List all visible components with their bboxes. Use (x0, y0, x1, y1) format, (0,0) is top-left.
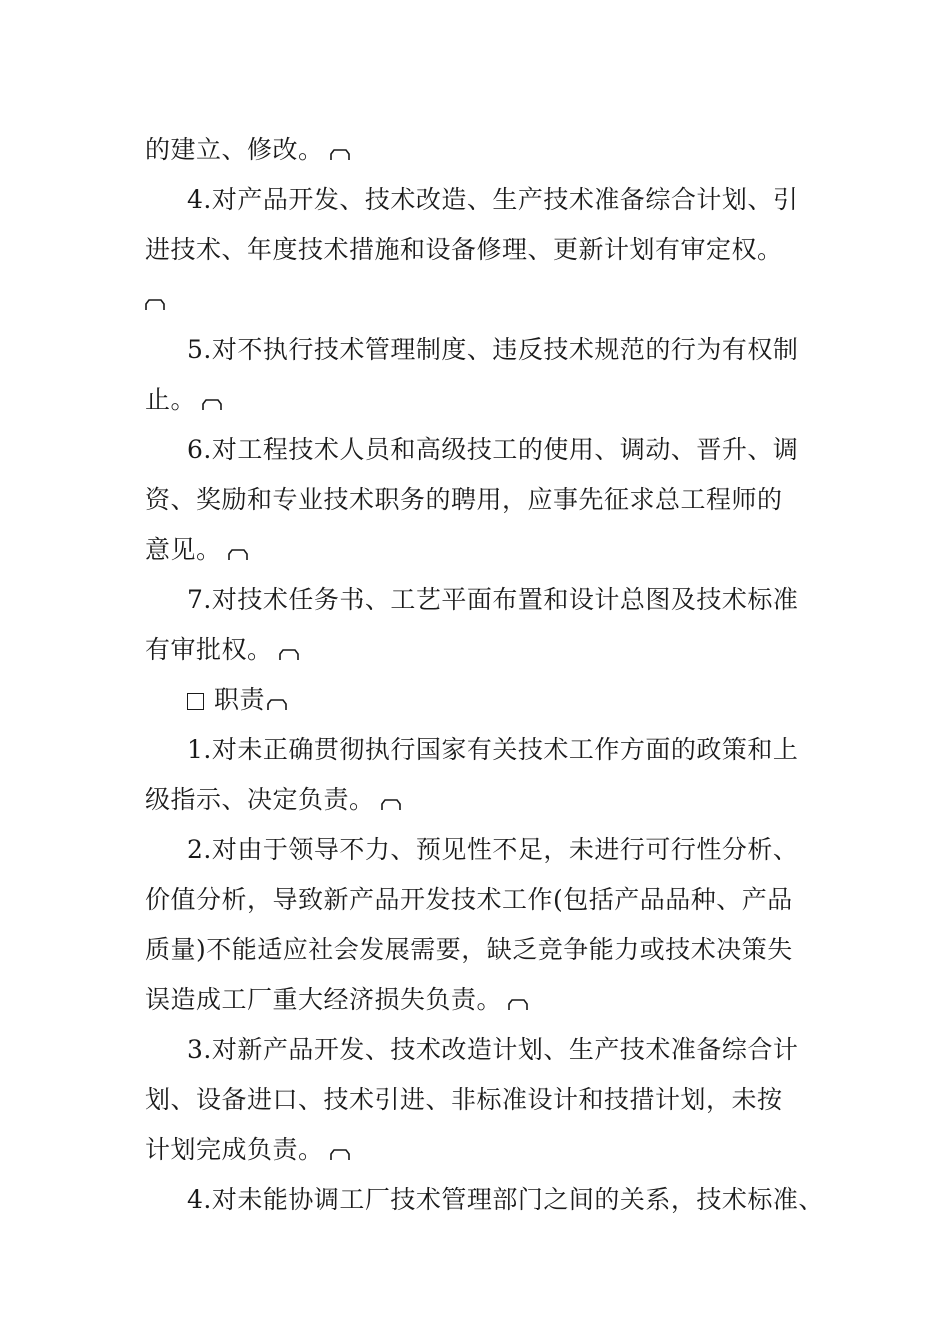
text-line (187, 180, 798, 220)
text-line (145, 130, 350, 170)
text-line (187, 830, 798, 870)
line-text: 职责 (214, 685, 266, 714)
paragraph-mark-icon (145, 299, 165, 311)
line-text: 止。 (145, 385, 197, 414)
paragraph-mark-icon (279, 649, 299, 661)
text-line (145, 930, 793, 970)
line-text: 1.对未正确贯彻执行国家有关技术工作方面的政策和上 (187, 735, 799, 764)
paragraph-mark-icon (330, 1149, 350, 1161)
text-line (187, 430, 798, 470)
line-text: 7.对技术任务书、工艺平面布置和设计总图及技术标准 (187, 585, 799, 614)
line-text: 级指示、决定负责。 (145, 785, 375, 814)
text-line (187, 330, 798, 370)
text-line (145, 980, 528, 1020)
line-text: 进技术、年度技术措施和设备修理、更新计划有审定权。 (145, 235, 783, 264)
text-line (145, 630, 299, 670)
line-text: 划、设备进口、技术引进、非标准设计和技措计划，未按 (145, 1085, 783, 1114)
line-text: 意见。 (145, 535, 222, 564)
paragraph-mark-icon (330, 149, 350, 161)
paragraph-mark-icon (202, 399, 222, 411)
line-text: 2.对由于领导不力、预见性不足，未进行可行性分析、 (187, 835, 799, 864)
paragraph-mark-icon (381, 799, 401, 811)
text-line (145, 280, 165, 320)
text-line (187, 1180, 824, 1220)
text-line (187, 1030, 798, 1070)
text-line (187, 730, 798, 770)
text-line (145, 780, 401, 820)
line-text: 3.对新产品开发、技术改造计划、生产技术准备综合计 (187, 1035, 799, 1064)
paragraph-mark-icon (508, 999, 528, 1011)
text-line (145, 880, 793, 920)
text-line (187, 580, 798, 620)
line-text: 价值分析，导致新产品开发技术工作(包括产品品种、产品 (145, 885, 793, 914)
paragraph-mark-icon (228, 549, 248, 561)
line-text: 误造成工厂重大经济损失负责。 (145, 985, 503, 1014)
text-line (145, 380, 222, 420)
text-line (145, 230, 783, 270)
text-line (145, 480, 783, 520)
line-text: 资、奖励和专业技术职务的聘用，应事先征求总工程师的 (145, 485, 783, 514)
line-text: 质量)不能适应社会发展需要，缺乏竞争能力或技术决策失 (145, 935, 793, 964)
line-text: 有审批权。 (145, 635, 273, 664)
text-line (145, 1130, 350, 1170)
checkbox-icon (187, 693, 204, 710)
line-text: 计划完成负责。 (145, 1135, 324, 1164)
paragraph-mark-icon (267, 699, 287, 711)
line-text: 6.对工程技术人员和高级技工的使用、调动、晋升、调 (187, 435, 799, 464)
text-line (145, 530, 248, 570)
text-line (145, 1080, 783, 1120)
line-text: 4.对未能协调工厂技术管理部门之间的关系，技术标准、 (187, 1185, 824, 1214)
line-text: 5.对不执行技术管理制度、违反技术规范的行为有权制 (187, 335, 799, 364)
section-heading (187, 680, 287, 720)
line-text: 4.对产品开发、技术改造、生产技术准备综合计划、引 (187, 185, 799, 214)
line-text: 的建立、修改。 (145, 135, 324, 164)
